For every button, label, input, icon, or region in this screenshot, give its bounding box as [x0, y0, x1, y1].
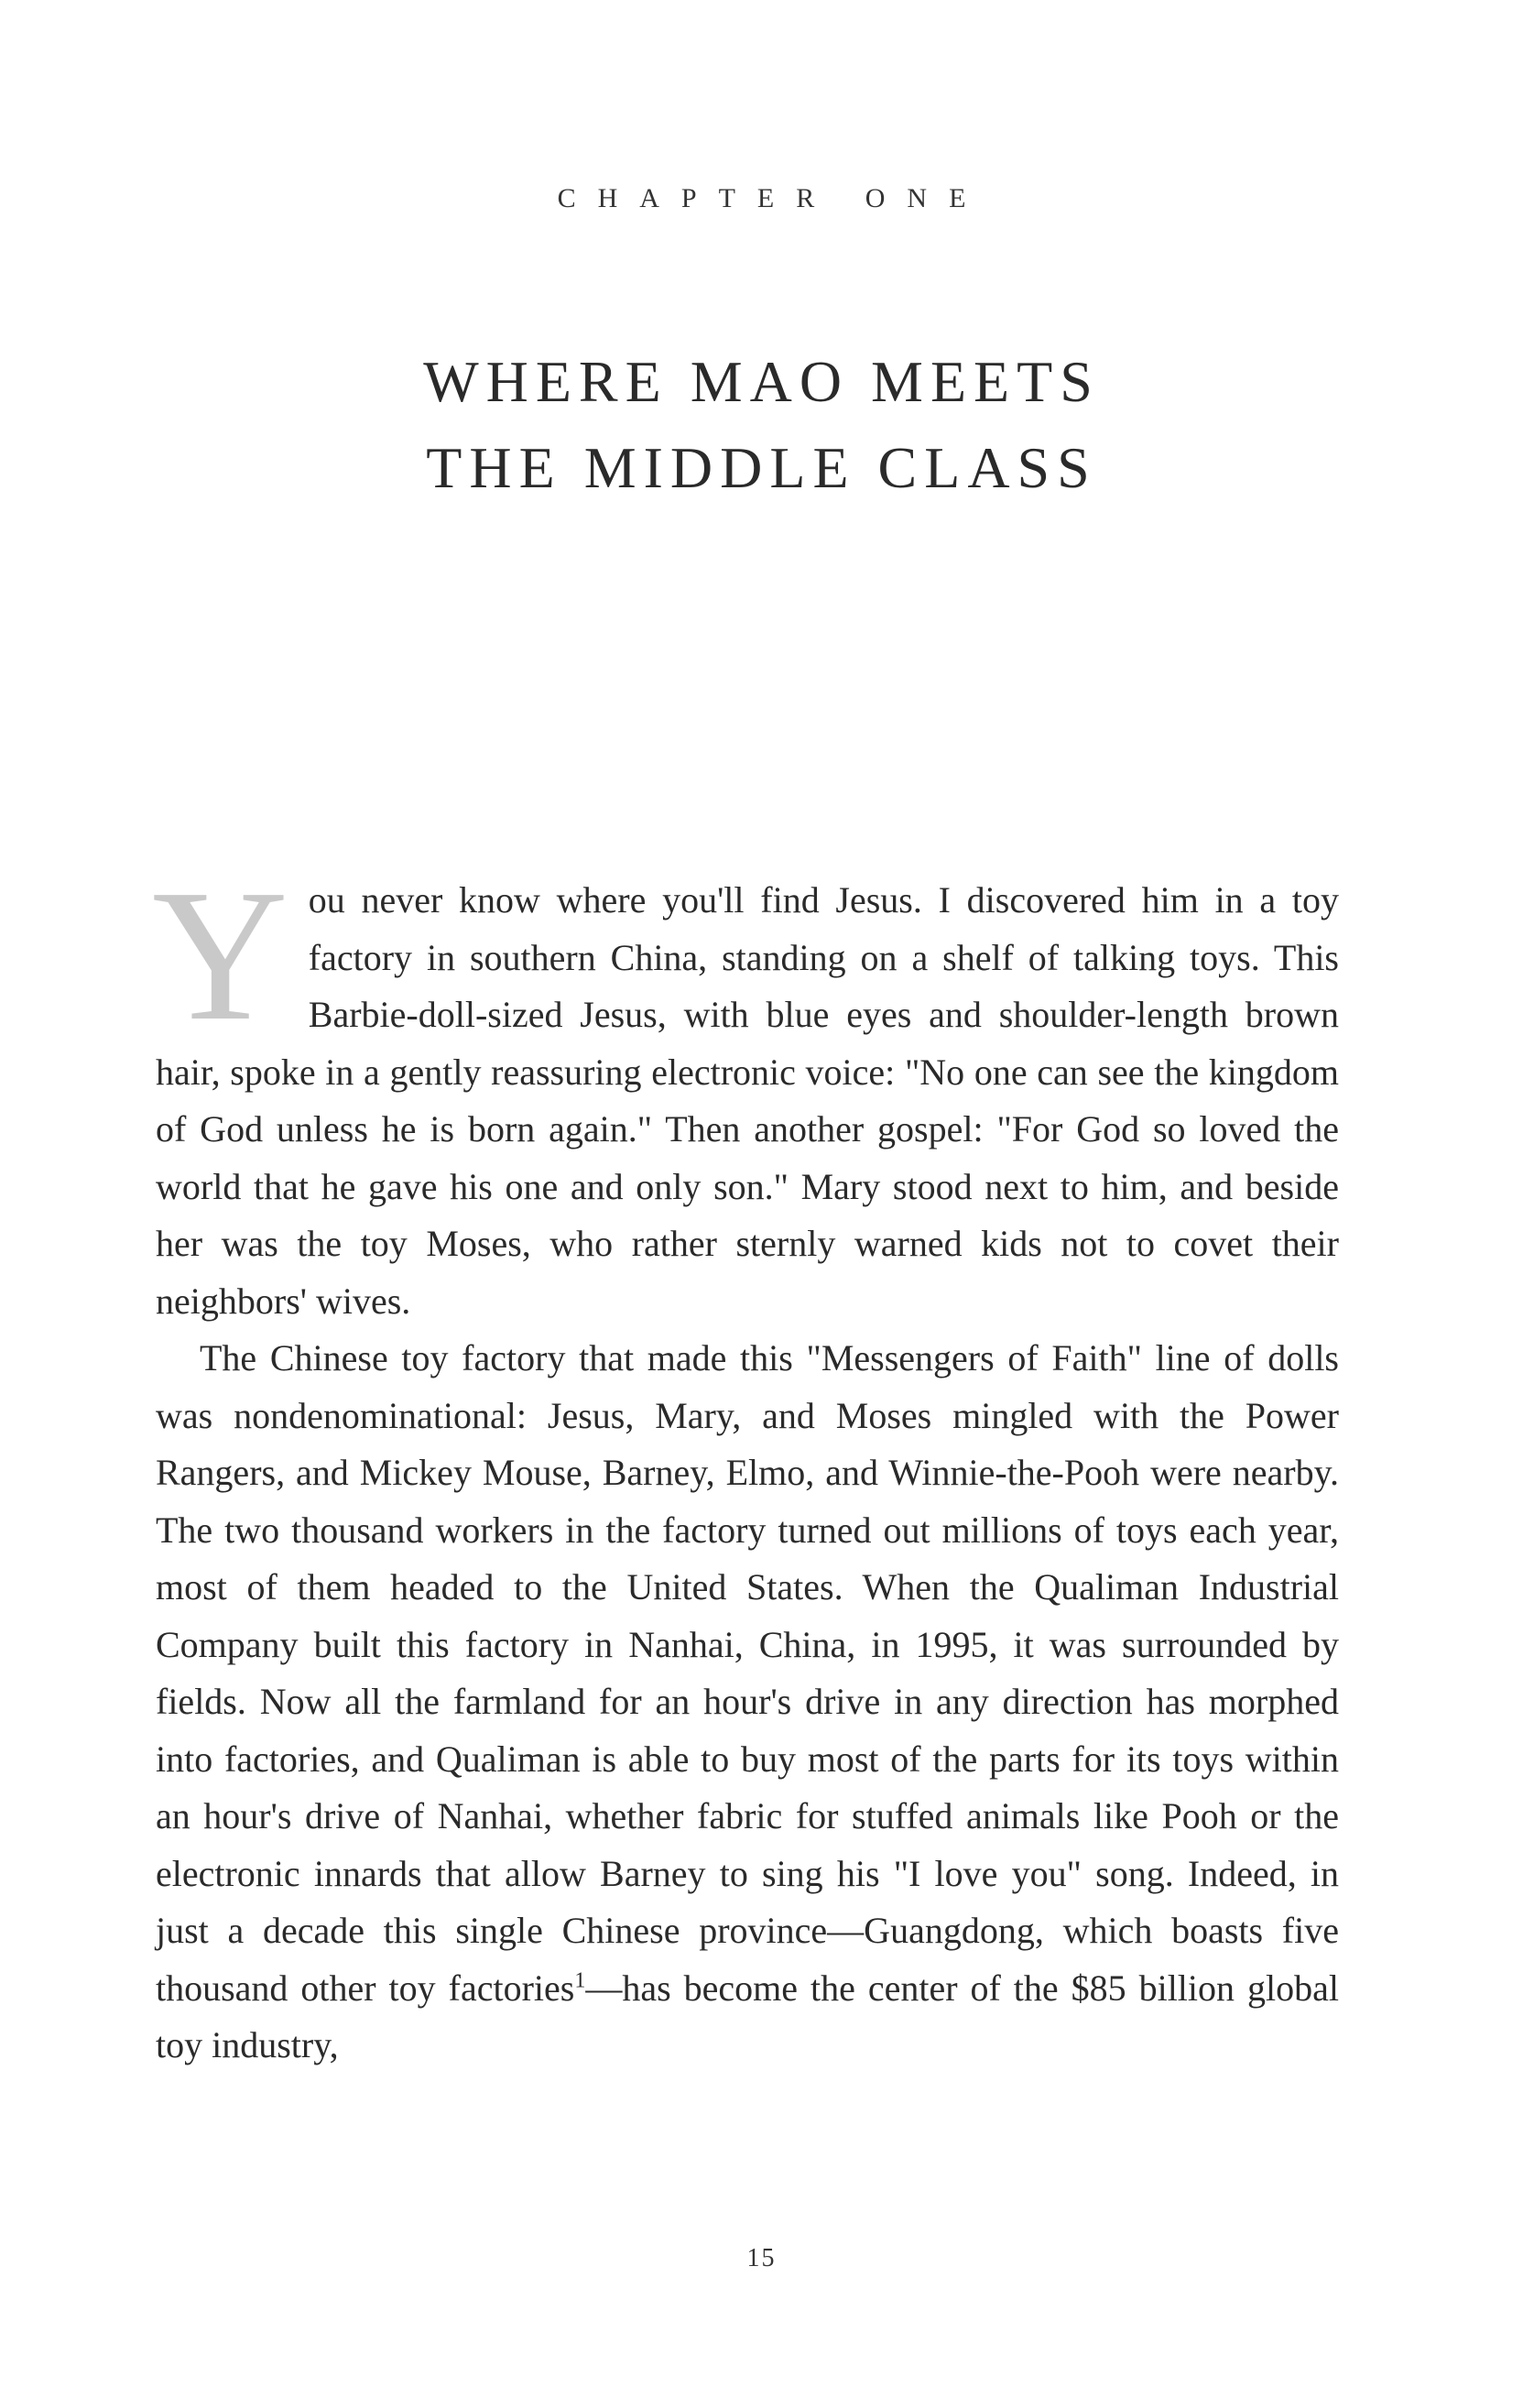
- paragraph-1-text: ou never know where you'll find Jesus. I discovered him in a toy factory in southern China, standing on a shelf of talking toys. This Barbie-doll-sized Jesus, with blue eyes and shoulder-length brown hair, spoke in a gently reassuring electronic voice: "No one can see the kingdom of God unless he is born again." Then another gospel: "For God so loved the world that he gave his one and only son." Mary stood next to him, and beside her was the toy Moses, who rather sternly warned kids not to covet their neighbors' wives.: [156, 879, 1339, 1322]
- drop-cap: Y: [152, 850, 288, 1060]
- paragraph-1: [152, 850, 1339, 1330]
- chapter-label: CHAPTER ONE: [557, 183, 988, 213]
- chapter-body: [152, 850, 1339, 2075]
- chapter-title-line-1: WHERE MAO MEETS: [423, 349, 1100, 414]
- footnote-marker[interactable]: 1: [574, 1968, 586, 1993]
- paragraph-2: [156, 1330, 1339, 2075]
- page-number: 15: [746, 2244, 777, 2272]
- paragraph-2-text-before: The Chinese toy factory that made this "Messengers of Faith" line of dolls was nondenominational: Jesus, Mary, and Moses mingled with the Power Rangers, and Mickey Mouse, Barney, Elmo, and Winnie-the-Pooh were nearby. The two thousand workers in the factory turned out millions of toys each year, most of them headed to the United States. When the Qualiman Industrial Company built this factory in Nanhai, China, in 1995, it was surrounded by fields. Now all the farmland for an hour's drive in any direction has morphed into factories, and Qualiman is able to buy most of the parts for its toys within an hour's drive of Nanhai, whether fabric for stuffed animals like Pooh or the electronic innards that allow Barney to sing his "I love you" song. Indeed, in just a decade this single Chinese province—Guangdong, which boasts five thousand other toy factories: [156, 1337, 1339, 2009]
- chapter-title-line-2: THE MIDDLE CLASS: [426, 435, 1097, 500]
- paragraph-2-text-after: —has become the center of the $85 billion global toy industry,: [156, 1967, 1339, 2065]
- chapter-title: [0, 339, 1523, 511]
